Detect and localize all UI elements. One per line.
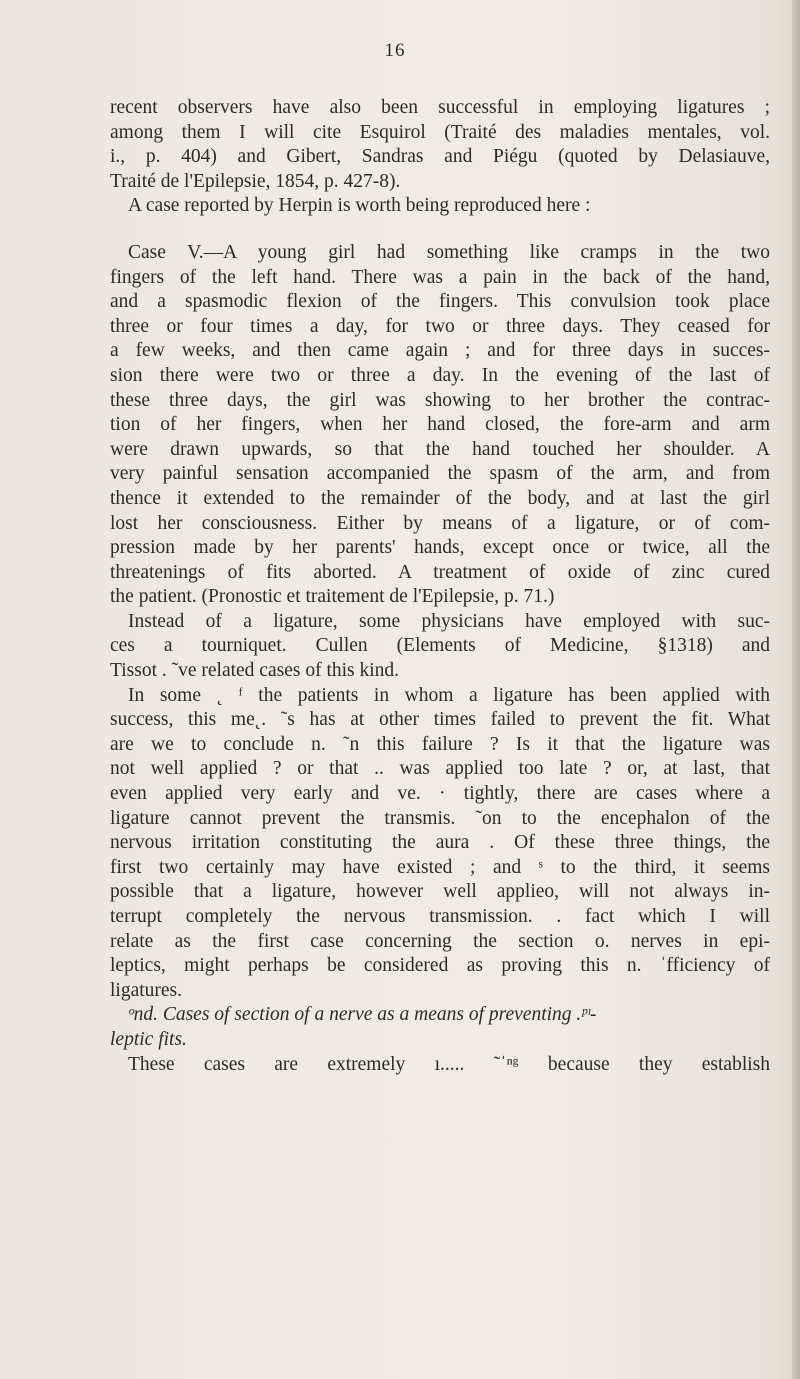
section-heading-line [110,1003,770,1028]
text-line: Tissot . ˜ve related cases of this kind. [110,660,400,682]
text-line: tion of her fingers, when her hand closed, the fore-arm and arm [110,414,770,436]
text-line: success, this me˛. ˜s has at other times failed to prevent the fit. What [110,709,770,731]
text-line: leptics, might perhaps be considered as proving this n. ˈfficiency of [110,955,770,977]
text-line: lost her consciousness. Either by means of a ligature, or of com- [110,512,770,534]
text-line: Traité de l'Epilepsie, 1854, p. 427-8). [110,170,401,192]
text-line: pression made by her parents' hands, except once or twice, all the [110,537,770,559]
body-text [110,96,770,1077]
text-line: among them I will cite Esquirol (Traité des maladies mentales, vol. [110,121,770,143]
page-number: 16 [384,40,406,61]
text-line: and a spasmodic flexion of the fingers. This convulsion took place [110,291,770,313]
text-line: three or four times a day, for two or three days. They ceased for [110,315,770,337]
text-line: recent observers have also been successful in employing ligatures ; [110,97,770,118]
text-line: A case reported by Herpin is worth being reproduced here : [128,195,591,217]
section-heading-line [110,1028,770,1053]
text-line: terrupt completely the nervous transmission. . fact which I will [110,906,770,927]
text-line: first two certainly may have existed ; and ˢ to the third, it seems [110,856,770,878]
text-line: In some ˛ ᶠ the patients in whom a ligature has been applied with [128,684,770,706]
text-line: i., p. 404) and Gibert, Sandras and Piégu (quoted by Delasiauve, [110,146,770,168]
case-heading-line: Case V.—A young girl had something like cramps in the two [128,241,770,263]
text-line: relate as the first case concerning the section o. nerves in epi- [110,930,770,952]
text-line: Instead of a ligature, some physicians have employed with suc- [128,610,770,632]
text-line: ces a tourniquet. Cullen (Elements of Medicine, §1318) and [110,635,770,657]
text-line: ligature cannot prevent the transmis. ˜on to the encephalon of the [110,807,770,829]
text-line: a few weeks, and then came again ; and for three days in succes- [110,340,770,362]
text-line: possible that a ligature, however well applieo, will not always in- [110,881,770,903]
page-edge [792,0,800,1379]
text-line: These cases are extremely ı..... ˜ˈⁿᵍ because they establish [128,1053,770,1075]
text-line: sion there were two or three a day. In the evening of the last of [110,364,770,386]
text-line: even applied very early and ve. · tightly, there are cases where a [110,783,770,805]
text-line: not well applied ? or that .. was applied too late ? or, at last, that [110,758,770,780]
text-line: threatenings of fits aborted. A treatment of oxide of zinc cured [110,561,770,583]
section-heading-continued: leptic fits. [110,1028,187,1050]
text-line: very painful sensation accompanied the spasm of the arm, and from [110,463,770,485]
text-line: ligatures. [110,979,183,1001]
text-line: fingers of the left hand. There was a pain in the back of the hand, [110,266,770,288]
text-line: the patient. (Pronostic et traitement de l'Epilepsie, p. 71.) [110,586,555,608]
section-heading: ᵒnd. Cases of section of a nerve as a means of preventing .ᵖᶦ- [128,1004,597,1026]
text-line: these three days, the girl was showing to her brother the contrac- [110,389,770,411]
text-line: are we to conclude n. ˜n this failure ? Is it that the ligature was [110,733,770,755]
text-line: thence it extended to the remainder of the body, and at last the girl [110,487,770,509]
text-line: nervous irritation constituting the aura . Of these three things, the [110,832,770,854]
paragraph-gap [110,219,770,241]
text-line: were drawn upwards, so that the hand touched her shoulder. A [110,438,770,460]
